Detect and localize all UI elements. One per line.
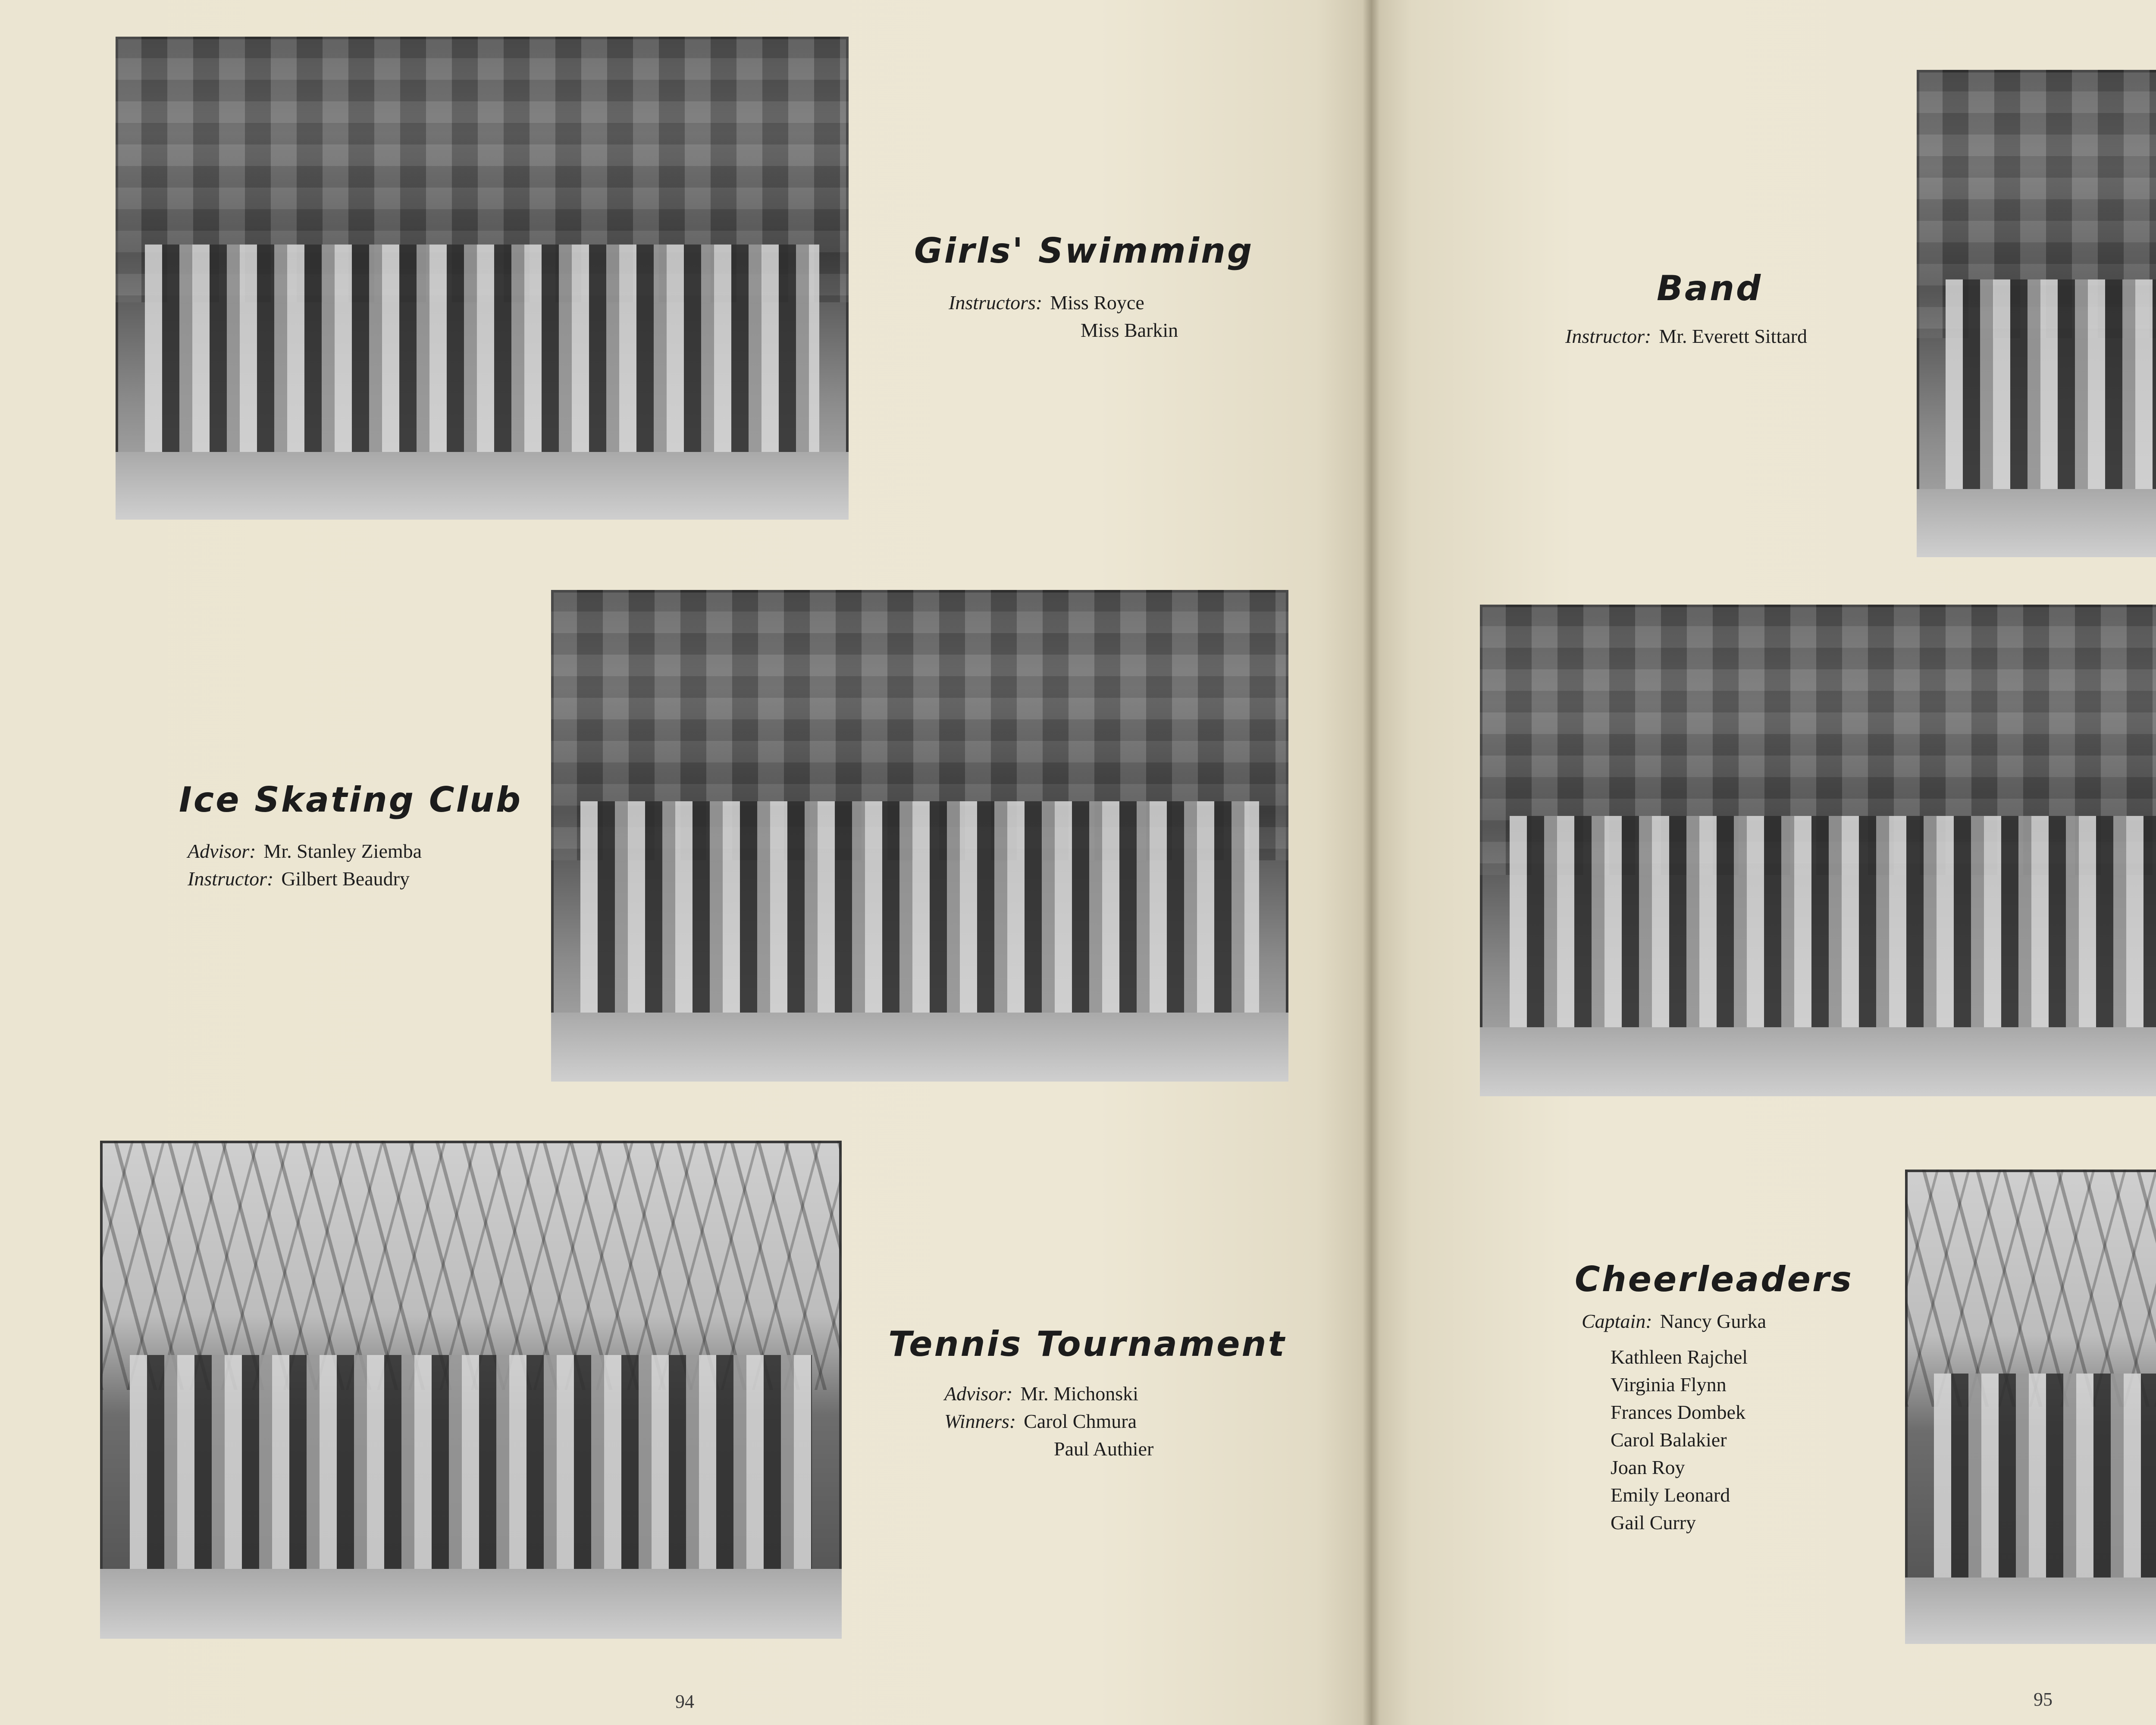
member-name: Joan Roy	[1611, 1456, 1685, 1478]
credit-role: Winners:	[944, 1410, 1016, 1432]
cheerleaders-credits	[1582, 1308, 1766, 1335]
member-name: Frances Dombek	[1611, 1401, 1745, 1423]
credit-role: Instructor:	[1565, 325, 1651, 347]
cheerleader-members	[1611, 1343, 1748, 1537]
band-credits	[1565, 323, 1807, 350]
cheerleaders-title: Cheerleaders	[1575, 1259, 1853, 1299]
credit-value: Miss Royce	[1050, 292, 1144, 314]
credit-value: Paul Authier	[1054, 1438, 1154, 1460]
credit-role: Instructor:	[188, 868, 274, 890]
cheerleaders-photo	[1905, 1170, 2156, 1644]
girls-swimming-photo	[116, 37, 849, 520]
member-name: Virginia Flynn	[1611, 1374, 1727, 1396]
ice-skating-club-title: Ice Skating Club	[179, 780, 523, 820]
credit-role: Captain:	[1582, 1310, 1652, 1332]
majorettes-photo	[1480, 605, 2156, 1096]
tennis-tournament-credits	[944, 1380, 1153, 1463]
member-name: Emily Leonard	[1611, 1484, 1730, 1506]
page-number-left: 94	[675, 1691, 694, 1712]
member-name: Kathleen Rajchel	[1611, 1346, 1748, 1368]
credit-role: Advisor:	[188, 840, 256, 862]
credit-value: Miss Barkin	[1081, 319, 1178, 341]
ice-skating-club-photo	[551, 590, 1288, 1082]
book-gutter	[1363, 0, 1380, 1725]
member-name: Gail Curry	[1611, 1512, 1696, 1534]
credit-role: Advisor:	[944, 1383, 1013, 1405]
tennis-tournament-title: Tennis Tournament	[888, 1324, 1286, 1364]
band-title: Band	[1657, 268, 1763, 308]
girls-swimming-title: Girls' Swimming	[914, 231, 1254, 271]
band-photo	[1917, 70, 2156, 557]
credit-value: Carol Chmura	[1024, 1410, 1137, 1432]
tennis-tournament-photo	[100, 1141, 842, 1639]
credit-value: Mr. Stanley Ziemba	[263, 840, 422, 862]
ice-skating-club-credits	[188, 837, 422, 893]
credit-value: Mr. Everett Sittard	[1659, 325, 1807, 347]
member-name: Carol Balakier	[1611, 1429, 1727, 1451]
credit-value: Nancy Gurka	[1660, 1310, 1767, 1332]
page-number-right: 95	[2034, 1689, 2053, 1710]
credit-value: Gilbert Beaudry	[281, 868, 410, 890]
credit-value: Mr. Michonski	[1020, 1383, 1138, 1405]
credit-role: Instructors:	[949, 292, 1043, 314]
girls-swimming-credits	[949, 289, 1178, 344]
